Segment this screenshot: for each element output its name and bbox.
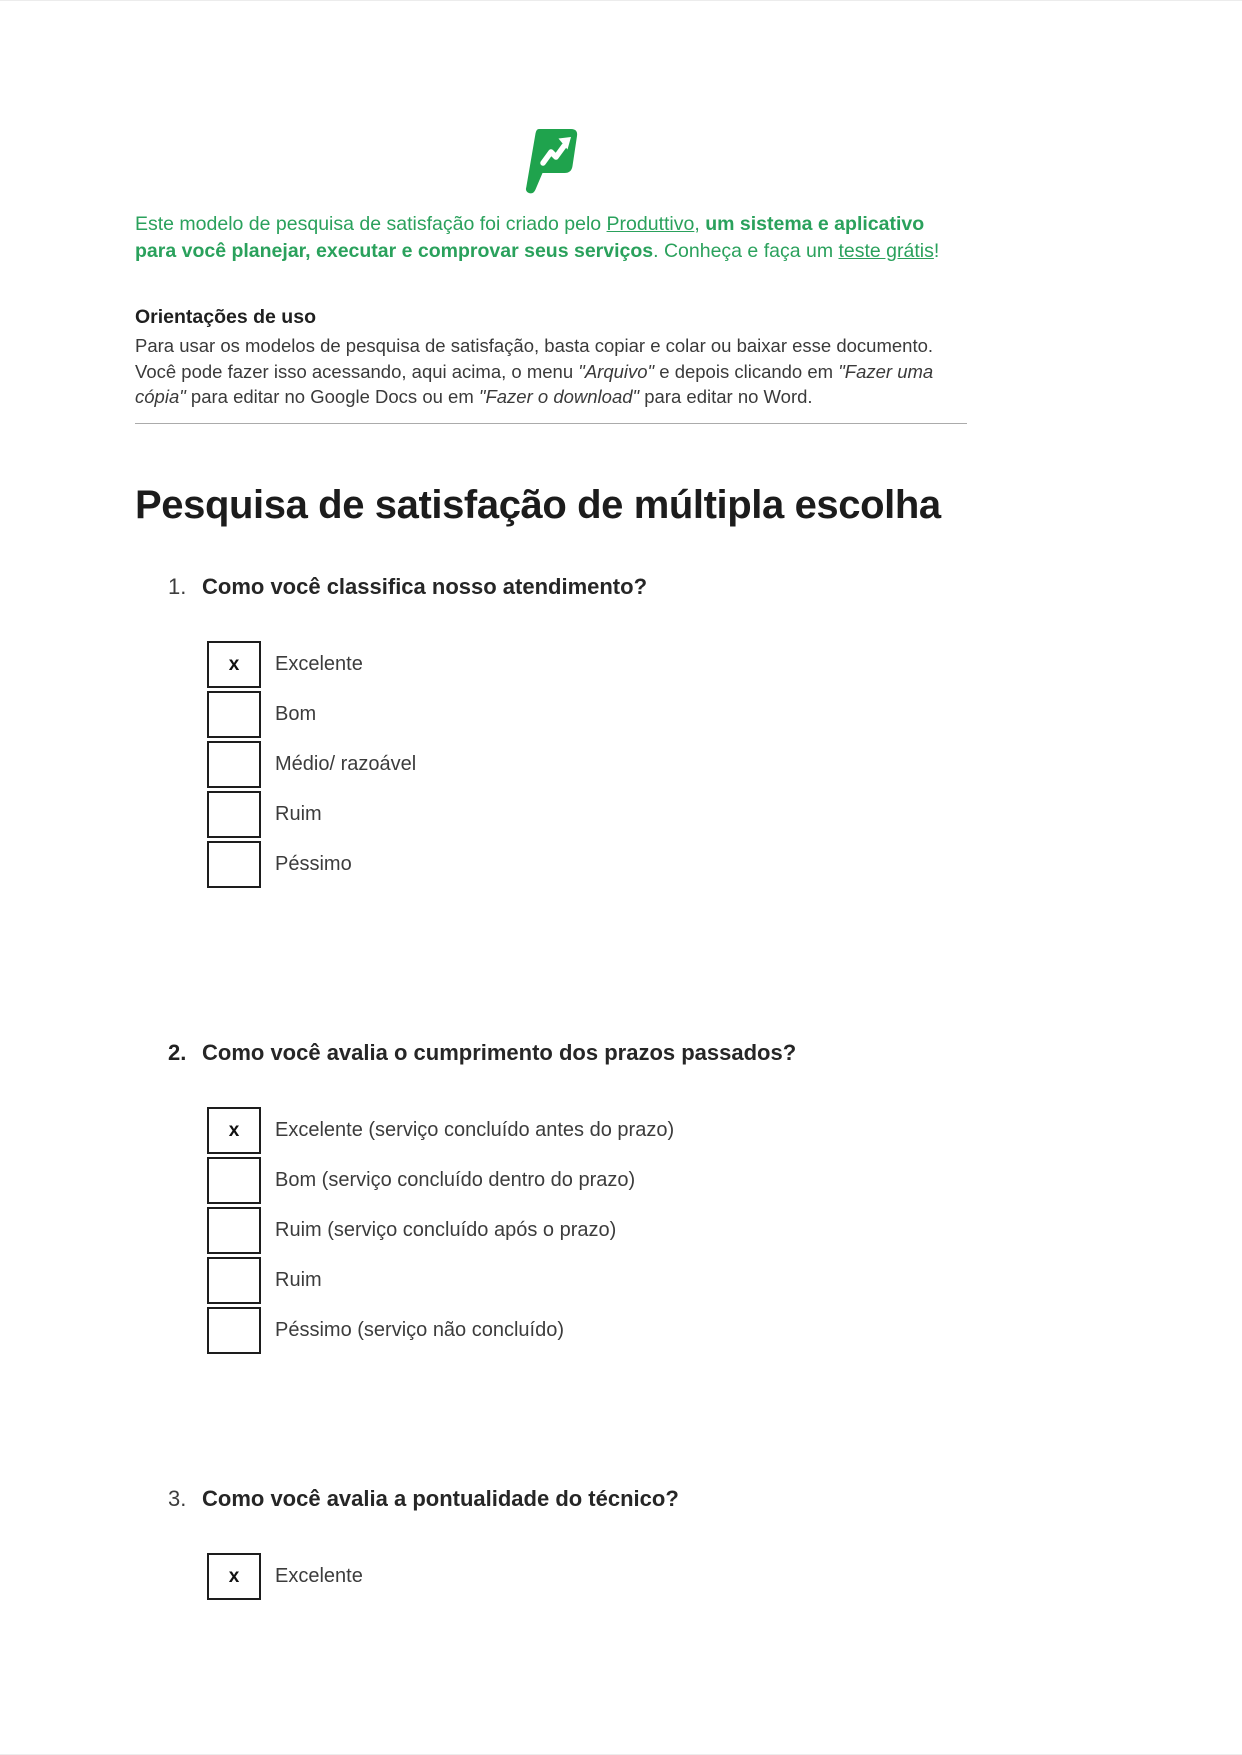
checkbox[interactable]	[207, 641, 261, 688]
checkbox[interactable]	[207, 841, 261, 888]
checkbox[interactable]	[207, 741, 261, 788]
option-row	[207, 790, 967, 840]
option-row	[207, 1256, 967, 1306]
question-number: 1.	[168, 573, 187, 599]
section-divider	[135, 423, 967, 424]
checkbox[interactable]	[207, 1107, 261, 1154]
page-title: Pesquisa de satisfação de múltipla escolha	[135, 482, 941, 527]
intro-text-2: ,	[694, 213, 706, 235]
option-label: Excelente	[275, 1565, 363, 1587]
question-3-heading	[135, 1484, 967, 1514]
question-text: Como você classifica nosso atendimento?	[202, 573, 648, 599]
option-row	[207, 640, 967, 690]
question-3	[135, 1484, 967, 1602]
menu-arquivo-text: "Arquivo"	[578, 360, 655, 382]
orient-text-4: para editar no Word.	[639, 386, 813, 407]
checkbox[interactable]	[207, 791, 261, 838]
option-row	[207, 740, 967, 790]
option-row	[207, 1156, 967, 1206]
logo-row	[135, 1, 967, 197]
free-trial-link[interactable]: teste grátis	[838, 240, 934, 262]
option-label: Ruim	[275, 803, 322, 825]
orient-text-3: para editar no Google Docs ou em	[185, 386, 479, 407]
option-label: Excelente	[275, 653, 363, 675]
checkbox[interactable]	[207, 1157, 261, 1204]
option-label: Bom	[275, 703, 317, 725]
intro-paragraph	[135, 211, 967, 265]
document-page	[135, 1, 967, 1602]
fazer-copia-text: "Fazer uma cópia"	[135, 360, 934, 407]
option-label: Péssimo (serviço não concluído)	[275, 1319, 565, 1341]
option-label: Bom (serviço concluído dentro do prazo)	[275, 1169, 636, 1191]
question-2	[135, 1038, 967, 1356]
produttivo-logo-icon	[523, 127, 579, 197]
checkbox-mark: x	[228, 1566, 240, 1587]
intro-text-3: . Conheça e faça um	[653, 240, 839, 262]
intro-text-1: Este modelo de pesquisa de satisfação foi criado pelo	[135, 213, 607, 235]
question-2-options	[207, 1106, 967, 1356]
checkbox-mark: x	[228, 654, 240, 675]
question-number: 2.	[168, 1039, 187, 1065]
checkbox-mark: x	[228, 1120, 240, 1141]
option-row	[207, 1106, 967, 1156]
option-row	[207, 1206, 967, 1256]
option-row	[207, 840, 967, 890]
orientacoes-paragraph	[135, 333, 967, 410]
orientacoes-title: Orientações de uso	[135, 306, 316, 328]
option-label: Ruim	[275, 1269, 322, 1291]
option-row	[207, 690, 967, 740]
option-row	[207, 1552, 967, 1602]
option-label: Ruim (serviço concluído após o prazo)	[275, 1219, 617, 1241]
fazer-download-text: "Fazer o download"	[478, 386, 640, 407]
question-2-heading	[135, 1038, 967, 1068]
checkbox[interactable]	[207, 1207, 261, 1254]
checkbox[interactable]	[207, 1553, 261, 1600]
option-label: Excelente (serviço concluído antes do prazo)	[275, 1119, 675, 1141]
option-label: Péssimo	[275, 853, 352, 875]
produttivo-link[interactable]: Produttivo	[606, 213, 695, 235]
question-text: Como você avalia a pontualidade do técnico?	[202, 1485, 679, 1511]
option-label: Médio/ razoável	[275, 753, 417, 775]
question-3-options	[207, 1552, 967, 1602]
intro-bold-text: um sistema e aplicativo para você planejar, executar e comprovar seus serviços	[135, 213, 925, 262]
question-1-options	[207, 640, 967, 890]
orient-text-1: Para usar os modelos de pesquisa de satisfação, basta copiar e colar ou baixar esse documento. Você pode fazer isso acessando, aqui acima, o menu	[135, 335, 934, 382]
option-row	[207, 1306, 967, 1356]
intro-text-4: !	[933, 240, 940, 262]
checkbox[interactable]	[207, 691, 261, 738]
checkbox[interactable]	[207, 1257, 261, 1304]
question-number: 3.	[168, 1485, 187, 1511]
question-text: Como você avalia o cumprimento dos prazos passados?	[202, 1039, 797, 1065]
question-1-heading	[135, 572, 967, 602]
question-1	[135, 572, 967, 890]
checkbox[interactable]	[207, 1307, 261, 1354]
orient-text-2: e depois clicando em	[654, 360, 839, 382]
